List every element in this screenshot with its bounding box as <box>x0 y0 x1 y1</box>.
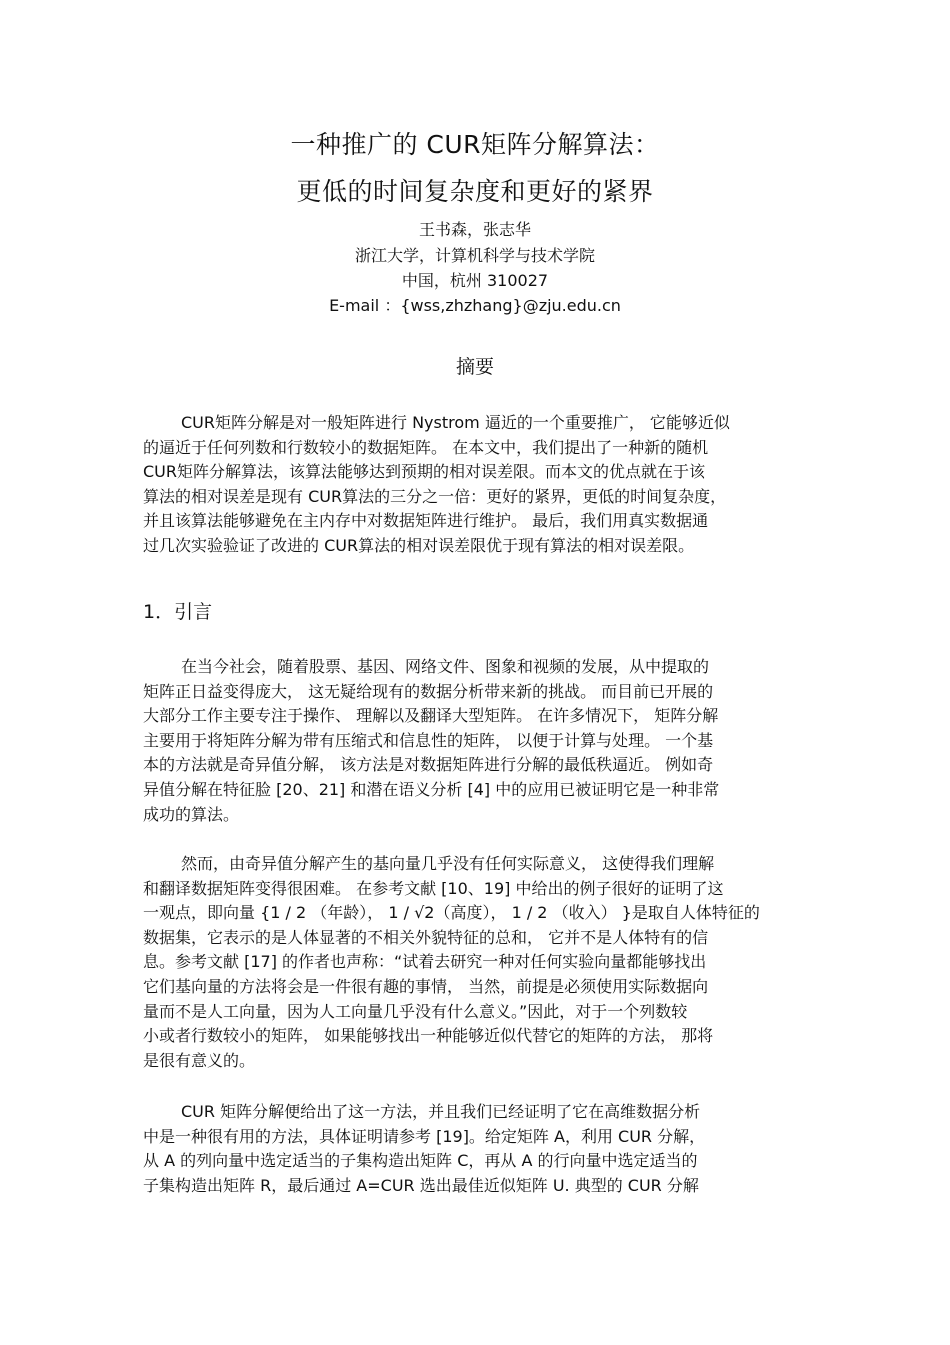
paragraph-line: 子集构造出矩阵 R，最后通过 A=CUR 选出最佳近似矩阵 U. 典型的 CUR 分解 <box>143 1175 699 1195</box>
abstract-line: 并且该算法能够避免在主内存中对数据矩阵进行维护。 最后，我们用真实数据通 <box>143 511 709 531</box>
paragraph-line: 它们基向量的方法将会是一件很有趣的事情， 当然，前提是必须使用实际数据向 <box>143 976 709 996</box>
abstract-body <box>143 411 808 559</box>
abstract-line: 的逼近于任何列数和行数较小的数据矩阵。 在本文中，我们提出了一种新的随机 <box>143 437 709 457</box>
paragraph-line: 然而，由奇异值分解产生的基向量几乎没有任何实际意义， 这使得我们理解 <box>181 854 715 873</box>
abstract-line: 算法的相对误差是现有 CUR算法的三分之一倍：更好的紧界，更低的时间复杂度， <box>143 486 727 506</box>
paragraph-line: 大部分工作主要专注于操作、 理解以及翻译大型矩阵。 在许多情况下， 矩阵分解 <box>143 706 719 726</box>
paragraph-line: 数据集，它表示的是人体显著的不相关外貌特征的总和， 它并不是人体特有的信 <box>143 927 709 947</box>
intro-paragraph-1 <box>143 655 808 827</box>
paragraph-line: 从 A 的列向量中选定适当的子集构造出矩阵 C，再从 A 的行向量中选定适当的 <box>143 1151 698 1171</box>
affiliation: 浙江大学，计算机科学与技术学院 <box>354 246 595 265</box>
paragraph-line: 和翻译数据矩阵变得很困难。 在参考文献 [10、19] 中给出的例子很好的证明了这 <box>143 878 724 898</box>
abstract-heading: 摘要 <box>455 356 494 378</box>
paragraph-line: 矩阵正日益变得庞大， 这无疑给现有的数据分析带来新的挑战。 而目前已开展的 <box>143 681 714 701</box>
location: 中国，杭州 310027 <box>401 271 549 290</box>
paragraph-line: 一观点，即向量 {1 / 2 （年龄）， 1 / √2（高度）， 1 / 2 （收入） }是取自人体特征的 <box>143 903 760 923</box>
title-line-2: 更低的时间复杂度和更好的紧界 <box>296 177 654 206</box>
paragraph-line: 息。参考文献 [17] 的作者也声称：“试着去研究一种对任何实验向量都能够找出 <box>143 952 707 972</box>
abstract-line: CUR矩阵分解算法，该算法能够达到预期的相对误差限。而本文的优点就在于该 <box>143 462 706 482</box>
intro-paragraph-3 <box>143 1100 808 1198</box>
paragraph-line: 异值分解在特征脸 [20、21] 和潜在语义分析 [4] 中的应用已被证明它是一种非常 <box>143 779 720 799</box>
paragraph-line: 小或者行数较小的矩阵， 如果能够找出一种能够近似代替它的矩阵的方法， 那将 <box>143 1026 714 1046</box>
intro-paragraph-2 <box>143 852 808 1073</box>
abstract-line: CUR矩阵分解是对一般矩阵进行 Nystrom 逼近的一个重要推广， 它能够近似 <box>181 413 730 432</box>
section-heading-intro: 1．引言 <box>143 601 213 623</box>
email: E-mail ：{wss,zhzhang}@zju.edu.cn <box>329 296 621 315</box>
abstract-line: 过几次实验验证了改进的 CUR算法的相对误差限优于现有算法的相对误差限。 <box>143 535 695 555</box>
paragraph-line: CUR 矩阵分解便给出了这一方法，并且我们已经证明了它在高维数据分析 <box>181 1102 701 1121</box>
paragraph-line: 本的方法就是奇异值分解， 该方法是对数据矩阵进行分解的最低秩逼近。 例如奇 <box>143 755 714 775</box>
paragraph-line: 量而不是人工向量，因为人工向量几乎没有什么意义。”因此，对于一个列数较 <box>143 1001 688 1021</box>
authors: 王书森，张志华 <box>418 220 531 239</box>
paragraph-line: 主要用于将矩阵分解为带有压缩式和信息性的矩阵， 以便于计算与处理。 一个基 <box>143 730 714 750</box>
paragraph-line: 中是一种很有用的方法，具体证明请参考 [19]。给定矩阵 A，利用 CUR 分解， <box>143 1126 706 1146</box>
paragraph-line: 是很有意义的。 <box>143 1050 256 1070</box>
paragraph-line: 成功的算法。 <box>143 804 240 824</box>
title-line-1: 一种推广的 CUR矩阵分解算法： <box>290 130 660 159</box>
paragraph-line: 在当今社会，随着股票、基因、网络文件、图象和视频的发展，从中提取的 <box>181 657 710 676</box>
